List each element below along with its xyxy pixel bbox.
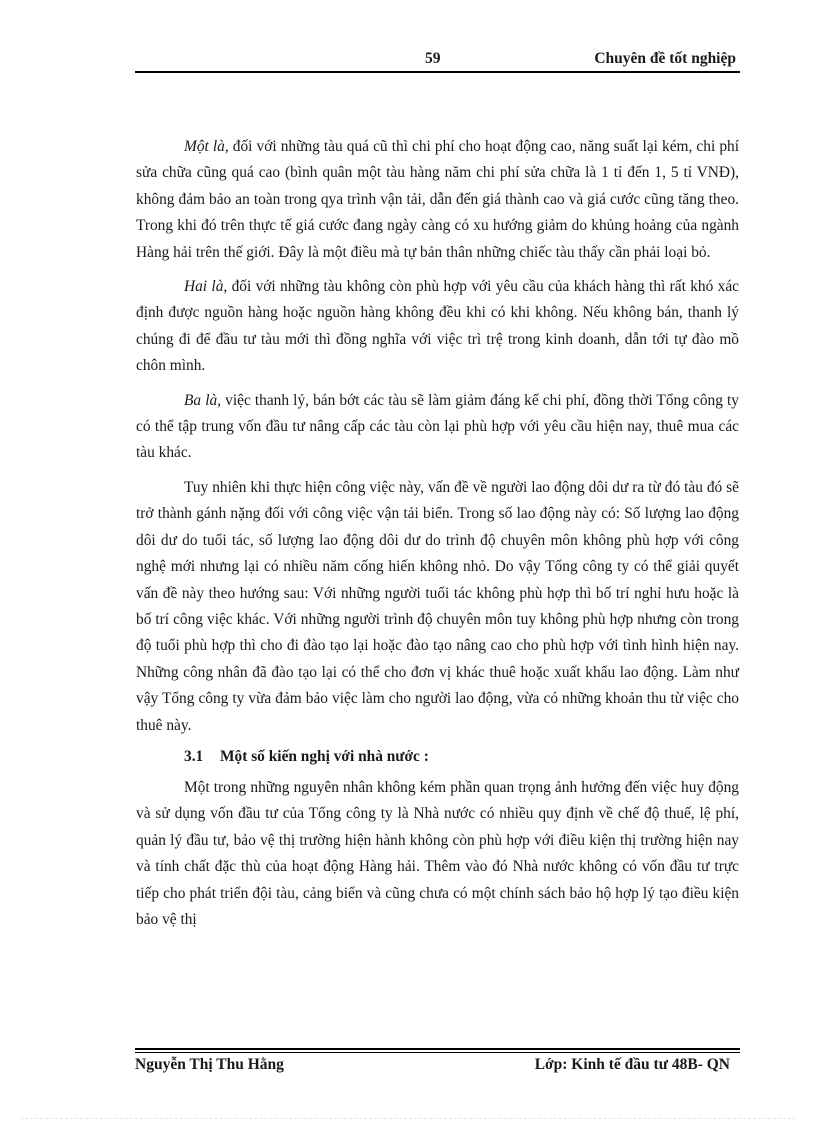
page-footer (135, 1056, 740, 1078)
footer-rule (135, 1048, 740, 1050)
document-body (136, 134, 739, 941)
page-edge (20, 1118, 796, 1119)
page-header (135, 50, 740, 70)
paragraph (136, 775, 739, 933)
section-number: 3.1 (184, 747, 204, 765)
paragraph (136, 475, 739, 739)
paragraph (136, 274, 739, 380)
paragraph (136, 388, 739, 467)
paragraph-lead: Ba là, (184, 391, 222, 409)
paragraph (136, 134, 739, 266)
paragraph-lead: Hai là (184, 278, 224, 296)
class-info: Lớp: Kinh tế đầu tư 48B- QN (534, 1056, 730, 1073)
header-rule (135, 71, 740, 73)
section-heading (184, 745, 739, 769)
footer-rule-thin (135, 1052, 740, 1053)
paragraph-text: , đối với những tàu không còn phù hợp với yêu cầu của khách hàng thì rất khó xác định được nguồn hàng hoặc nguồn hàng không đều khi có khi không. Nếu không bán, thanh lý chúng đi để đầu tư tàu mới thì đồng nghĩa với việc trì trệ trong kinh doanh, dẫn tới tự đào mồ chôn mình. (136, 278, 739, 375)
paragraph-text: Tuy nhiên khi thực hiện công việc này, vấn đề về người lao động dôi dư ra từ đó tàu đó sẽ trở thành gánh nặng đối với công việc vận tải biển. Trong số lao động này có: Số lượng lao động dôi dư do tuổi tác, số lượng lao động dôi dư do trình độ chuyên môn không phù hợp với công nghệ mới nhưng lại có nhiều năm cống hiến không nhỏ. Do vậy Tổng công ty có thể giải quyết vấn đề này theo hướng sau: Với những người tuổi tác không phù hợp thì bố trí nghỉ hưu hoặc là bố trí công việc khác. Với những người trình độ chuyên môn tuy không phù hợp nhưng còn trong độ tuổi phù hợp thì cho đi đào tạo lại hoặc đào tạo nâng cao cho phù hợp với tình hình hiện nay. Những công nhân đã đào tạo lại có thể cho đơn vị khác thuê hoặc xuất khẩu lao động. Làm như vậy Tổng công ty vừa đảm bảo việc làm cho người lao động, vừa có những khoản thu từ việc cho thuê này. (136, 478, 739, 734)
section-title: Một số kiến nghị với nhà nước : (220, 747, 429, 765)
paragraph-lead: Một là (184, 138, 225, 155)
paragraph-text: Một trong những nguyên nhân không kém phần quan trọng ảnh hưởng đến việc huy động và sử dụng vốn đầu tư của Tổng công ty là Nhà nước có nhiều quy định về chế độ thuế, lệ phí, quản lý đầu tư, bảo vệ thị trường hiện hành không còn phù hợp với điều kiện thị trường hiện nay và tính chất đặc thù của hoạt động Hàng hải. Thêm vào đó Nhà nước không có vốn đầu tư trực tiếp cho phát triển đội tàu, cảng biển và cũng chưa có một chính sách bảo hộ hợp lý tạo điều kiện bảo vệ thị (136, 778, 739, 928)
document-title: Chuyên đề tốt nghiệp (594, 50, 736, 67)
paragraph-text: việc thanh lý, bán bớt các tàu sẽ làm giảm đáng kể chi phí, đồng thời Tổng công ty có thể tập trung vốn đầu tư nâng cấp các tàu còn lại phù hợp với yêu cầu hiện nay, thuê mua các tàu khác. (136, 391, 740, 462)
author-name: Nguyễn Thị Thu Hằng (135, 1056, 284, 1073)
paragraph-text: , đối với những tàu quá cũ thì chi phí cho hoạt động cao, năng suất lại kém, chi phí sửa chữa cũng quá cao (bình quân một tàu hàng năm chi phí sửa chữa là 1 tỉ đến 1, 5 tỉ VNĐ), không đảm bảo an toàn trong qya trình vận tải, dẫn đến giá thành cao và giá cước cũng tăng theo. Trong khi đó trên thực tế giá cước đang ngày càng có xu hướng giảm do khủng hoảng của ngành Hàng hải trên thế giới. Đây là một điều mà tự bản thân những chiếc tàu thấy cần phải loại bỏ. (136, 138, 739, 261)
page-number: 59 (425, 50, 441, 67)
